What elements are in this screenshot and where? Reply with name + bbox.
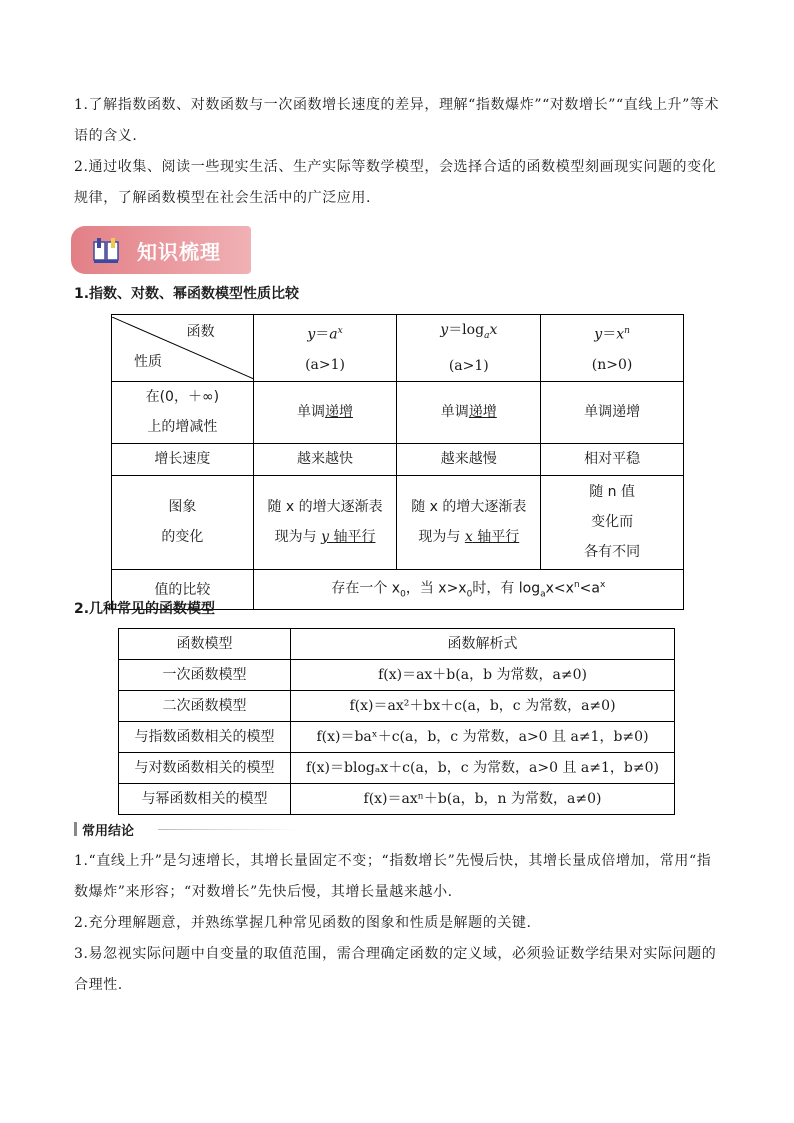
mono-exp-underlined: 递增	[325, 404, 354, 421]
speed-exp: 越来越快	[253, 443, 397, 475]
col-formula-header: 函数解析式	[291, 629, 675, 660]
mono-pow: 单调递增	[541, 381, 684, 443]
table-row-formula: f(x)＝ax＋b(a，b 为常数，a≠0)	[291, 660, 675, 691]
conclusion-divider	[158, 829, 298, 830]
mono-exp: 单调递增	[253, 381, 397, 443]
col-exp-header	[253, 315, 397, 382]
graph-log: 随 x 的增大逐渐表 现为与 x 轴平行	[397, 475, 541, 569]
row-graph-label: 图象 的变化	[112, 475, 254, 569]
conclusion-marker	[74, 822, 77, 836]
table-row-model: 二次函数模型	[119, 691, 291, 722]
conclusion-3: 3.易忽视实际问题中自变量的取值范围，需合理确定函数的定义域，必须验证数学结果对实际问题的合理性.	[74, 946, 717, 993]
table-row-model: 与对数函数相关的模型	[119, 753, 291, 784]
header-property: 性质	[134, 353, 162, 370]
mono-log-underlined: 递增	[468, 404, 497, 421]
table-row-formula: f(x)＝axⁿ＋b(a，b，n 为常数，a≠0)	[291, 784, 675, 815]
objective-1: 1.了解指数函数、对数函数与一次函数增长速度的差异，理解“指数爆炸”“对数增长”“直线上升”等术语的含义.	[74, 97, 720, 144]
table-row-formula: f(x)＝ax²＋bx＋c(a，b，c 为常数，a≠0)	[291, 691, 675, 722]
col-log-header	[397, 315, 541, 382]
graph-exp: 随 x 的增大逐渐表 现为与 y 轴平行	[253, 475, 397, 569]
section2-heading: 2.几种常见的函数模型	[74, 601, 216, 617]
objective-2: 2.通过收集、阅读一些现实生活、生产实际等数学模型，会选择合适的函数模型刻画现实问题的变化规律，了解函数模型在社会生活中的广泛应用.	[74, 159, 717, 206]
exp-function-label: $y=a^x$	[307, 326, 343, 343]
col-pow-header	[541, 315, 684, 382]
conclusions-title: 常用结论	[82, 824, 135, 839]
table-row-model: 与幂函数相关的模型	[119, 784, 291, 815]
row-compare-label: 值的比较	[112, 569, 254, 609]
graph-pow: 随 n 值 变化而 各有不同	[541, 475, 684, 569]
conclusion-2: 2.充分理解题意，并熟练掌握几种常见函数的图象和性质是解题的关键.	[74, 915, 532, 931]
log-condition: (a>1)	[448, 357, 489, 374]
table-row-model: 与指数函数相关的模型	[119, 722, 291, 753]
row-mono-label: 在(0，＋∞) 上的增减性	[112, 381, 254, 443]
section1-heading: 1.指数、对数、幂函数模型性质比较	[74, 286, 300, 302]
table-row-formula: f(x)＝baˣ＋c(a，b，c 为常数，a>0 且 a≠1，b≠0)	[291, 722, 675, 753]
pow-function-label: $y=x^n$	[594, 326, 630, 343]
conclusion-1: 1.“直线上升”是匀速增长，其增长量固定不变；“指数增长”先慢后快，其增长量成倍增加，常用“指数爆炸”来形容；“对数增长”先快后慢，其增长量越来越小.	[74, 853, 712, 900]
table-row-formula: f(x)＝blogₐx＋c(a，b，c 为常数，a>0 且 a≠1，b≠0)	[291, 753, 675, 784]
diagonal-header-cell	[112, 315, 254, 382]
speed-log: 越来越慢	[397, 443, 541, 475]
comparison-table	[111, 314, 684, 610]
header-function: 函数	[186, 323, 215, 340]
function-models-table	[118, 628, 675, 815]
table-row-model: 一次函数模型	[119, 660, 291, 691]
speed-pow: 相对平稳	[541, 443, 684, 475]
mono-log: 单调递增	[397, 381, 541, 443]
book-icon	[93, 236, 119, 264]
section-banner	[71, 226, 251, 274]
log-function-label: $y=\log_ax$	[440, 322, 498, 341]
row-speed-label: 增长速度	[112, 443, 254, 475]
banner-title: 知识梳理	[137, 240, 221, 264]
pow-condition: (n>0)	[591, 356, 633, 373]
col-model-header: 函数模型	[119, 629, 291, 660]
compare-value: 存在一个 $x_0$，当 $x>x_0$时，有 $\log_ax<x^n<a^x$	[253, 569, 683, 609]
exp-condition: (a>1)	[305, 356, 345, 373]
